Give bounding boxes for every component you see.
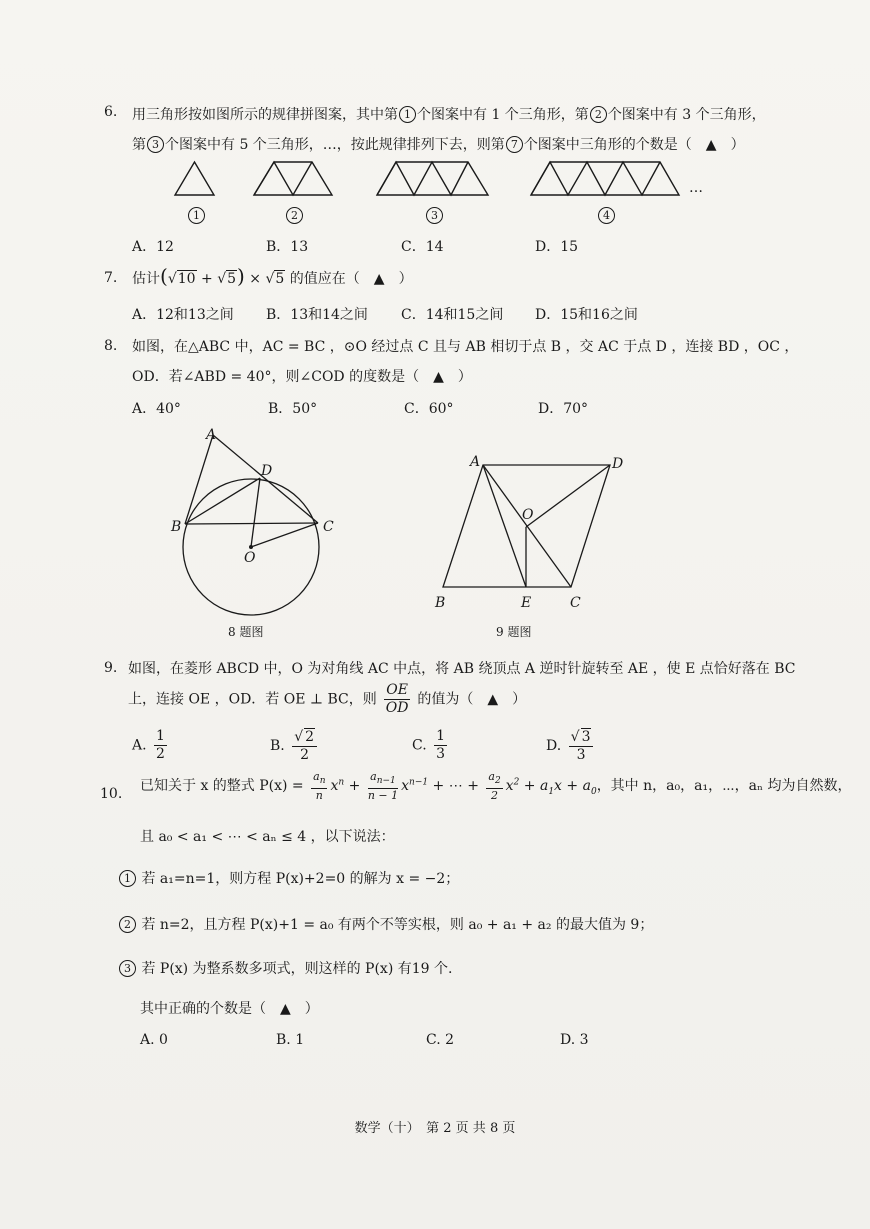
q9-option-d: D. $\frac{√ 3}{3}$ [546, 728, 596, 764]
q9-option-a: A. $\frac{1}{2}$ [132, 728, 165, 762]
q6-option-d: D．15 [535, 239, 579, 255]
segment-od [251, 478, 260, 547]
fraction-oe-od: $\frac{OE}{OD}$ [385, 682, 409, 716]
pattern-3 [377, 162, 488, 195]
segment-bc [185, 523, 318, 524]
circled-7: 7 [506, 136, 523, 153]
q6-option-a: A．12 [132, 239, 174, 255]
q8-number: 8. [104, 338, 118, 354]
q10-option-b: B. 1 [276, 1032, 305, 1048]
q7-option-c: C．14和15之间 [401, 307, 504, 323]
point-e-label: E [521, 595, 532, 611]
circled-2: 2 [590, 106, 607, 123]
q9-figure-caption: 9 题图 [496, 625, 532, 639]
q9-number: 9. [104, 660, 118, 676]
q8-figure-caption: 8 题图 [228, 625, 264, 639]
q10-option-a: A. 0 [140, 1032, 168, 1048]
q7-option-d: D．15和16之间 [535, 307, 638, 323]
q6-option-b: B．13 [266, 239, 309, 255]
point-a-label: A [470, 454, 481, 470]
point-b-label: B [171, 519, 182, 535]
circled-2: 2 [119, 916, 136, 933]
pattern-2 [254, 162, 332, 195]
segment-od [526, 465, 610, 527]
q10-ask: 其中正确的个数是（ ▲ ） [140, 1001, 319, 1017]
q8-option-c: C．60° [404, 401, 454, 417]
q6-number: 6. [104, 104, 118, 120]
q6-line1: 用三角形按如图所示的规律拼图案，其中第 1 个图案中有 1 个三角形，第 2 个图案中有 3 个三角形， [132, 107, 766, 123]
point-b-label: B [435, 595, 446, 611]
segment-ab [185, 435, 213, 524]
segment-ae [483, 465, 526, 587]
fig-label-4: 4 [598, 207, 615, 224]
pattern-1 [175, 162, 214, 195]
q8-option-b: B．50° [268, 401, 318, 417]
q10-option-c: C. 2 [426, 1032, 455, 1048]
q6-ellipsis: … [689, 180, 703, 196]
q10-line2: 且 a₀ < a₁ < ⋯ < aₙ ≤ 4 ，以下说法： [140, 829, 395, 845]
point-d-label: D [612, 456, 624, 472]
q10-number: 10. [100, 786, 123, 802]
q8-option-a: A．40° [132, 401, 181, 417]
segment-oc [251, 523, 318, 547]
center-o-dot [249, 545, 253, 549]
point-d-label: D [261, 463, 273, 479]
q9-option-c: C. $\frac{1}{3}$ [412, 728, 446, 762]
page-footer: 数学（十） 第 2 页 共 8 页 [354, 1121, 516, 1136]
q8-line2: OD．若∠ABD = 40°，则∠COD 的度数是（ ▲ ） [132, 369, 472, 385]
q9-line1: 如图，在菱形 ABCD 中，O 为对角线 AC 中点，将 AB 绕顶点 A 逆时针旋转至 AE ，使 E 点恰好落在 BC [128, 661, 796, 677]
point-c-label: C [570, 595, 581, 611]
q10-line1: 已知关于 x 的整式 P(x) = $\frac{a_n}{n}$ $x^n$ + $\frac{a_{n-1}}{n - 1}$ $x^{n-1}$ + ⋯ + $\frac{a_2}{2}$ $x^2 + a_1x + a_0$，其中 n，a₀，a₁，⋯，aₙ 均为自然数， [140, 770, 852, 803]
point-o-label: O [522, 507, 534, 523]
q6-option-c: C．14 [401, 239, 444, 255]
q10-statement-2: 2 若 n=2，且方程 P(x)+1 = a₀ 有两个不等实根，则 a₀ + a₁ + a₂ 的最大值为 9； [118, 914, 653, 934]
point-o-label: O [244, 550, 256, 566]
fig-label-3: 3 [426, 207, 443, 224]
fig-label-2: 2 [286, 207, 303, 224]
q8-figure [160, 425, 360, 625]
q7-option-a: A．12和13之间 [132, 307, 234, 323]
segment-ac [213, 435, 318, 523]
q6-line2: 第 3 个图案中有 5 个三角形，…，按此规律排列下去，则第 7 个图案中三角形的个数是（ ▲ ） [132, 137, 745, 153]
circled-1: 1 [399, 106, 416, 123]
fig-label-1: 1 [188, 207, 205, 224]
circled-3: 3 [119, 960, 136, 977]
circled-3: 3 [147, 136, 164, 153]
q9-option-b: B. $\frac{√ 2}{2}$ [270, 728, 320, 764]
q8-option-d: D．70° [538, 401, 589, 417]
q7-option-b: B．13和14之间 [266, 307, 368, 323]
point-a-label: A [206, 427, 217, 443]
q10-statement-1: 1 若 a₁=n=1，则方程 P(x)+2=0 的解为 x = −2； [118, 868, 459, 888]
q9-line2: 上，连接 OE ，OD．若 OE ⊥ BC，则 $\frac{OE}{OD}$ 的值为（ ▲ ） [128, 682, 527, 716]
circled-1: 1 [119, 870, 136, 887]
q10-statement-3: 3 若 P(x) 为整系数多项式，则这样的 P(x) 有19 个. [118, 958, 452, 978]
pattern-4 [531, 162, 679, 195]
q10-option-d: D. 3 [560, 1032, 589, 1048]
q7-number: 7. [104, 270, 118, 286]
point-c-label: C [323, 519, 334, 535]
q9-figure [430, 450, 670, 610]
q7-stem: 估计(√10 + √5) × √5 的值应在（ ▲ ） [132, 264, 413, 288]
q8-line1: 如图，在△ABC 中，AC = BC ，⊙O 经过点 C 且与 AB 相切于点 B ，交 AC 于点 D ，连接 BD ，OC ， [132, 339, 799, 355]
